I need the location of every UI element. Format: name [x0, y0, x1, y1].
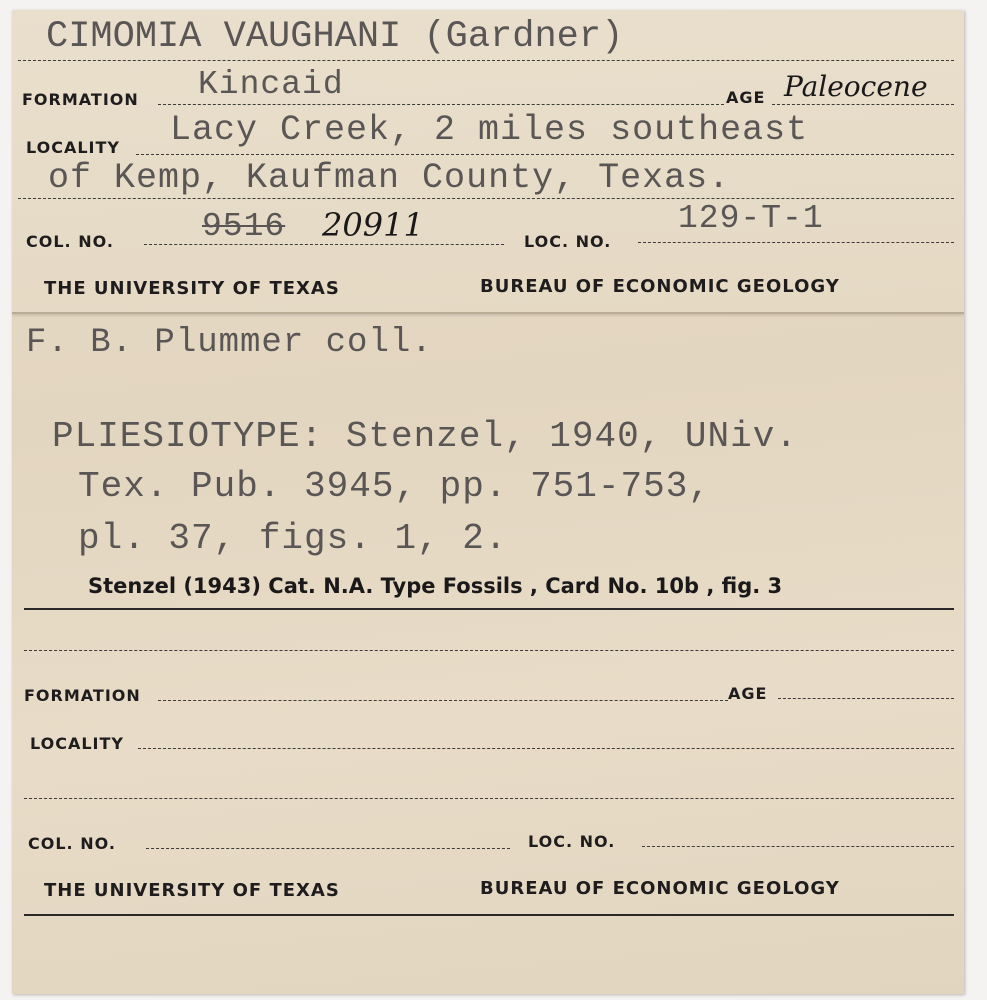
type-reference-line-2: Tex. Pub. 3945, pp. 751-753,	[78, 466, 711, 507]
card-top-flap	[12, 10, 964, 314]
loc-no-label: LOC. NO.	[524, 232, 612, 251]
bottom-age-label: AGE	[728, 684, 768, 703]
species-underline	[18, 60, 954, 61]
col-no-new: 20911	[322, 206, 424, 244]
bottom-col-no-label: COL. NO.	[28, 834, 116, 853]
bottom-locality-label: LOCALITY	[30, 734, 124, 753]
col-no-line	[144, 244, 504, 245]
specimen-card	[12, 10, 964, 994]
bottom-footer-rule	[24, 914, 954, 916]
species-name: CIMOMIA VAUGHANI (Gardner)	[46, 16, 624, 58]
loc-no-line	[638, 242, 954, 243]
age-label: AGE	[726, 88, 766, 107]
age-line	[772, 104, 954, 105]
bottom-locality-line	[138, 748, 954, 749]
locality-line-2: of Kemp, Kaufman County, Texas.	[48, 158, 731, 198]
bottom-footer-left: THE UNIVERSITY OF TEXAS	[44, 880, 340, 901]
col-no-old: 9516	[202, 208, 286, 245]
bottom-age-line	[778, 698, 954, 699]
locality-line-2-rule	[18, 198, 954, 199]
bottom-formation-label: FORMATION	[24, 686, 141, 705]
bottom-blank-line	[24, 650, 954, 651]
handwritten-catalog-note: Stenzel (1943) Cat. N.A. Type Fossils , Card No. 10b , fig. 3	[88, 574, 783, 598]
formation-value: Kincaid	[198, 66, 344, 103]
formation-line	[158, 104, 724, 105]
type-reference-line-1: PLIESIOTYPE: Stenzel, 1940, UNiv.	[52, 416, 798, 457]
bottom-loc-no-label: LOC. NO.	[528, 832, 616, 851]
bottom-locality-line-2	[24, 798, 954, 799]
collection-note: F. B. Plummer coll.	[26, 324, 433, 362]
locality-line-1-rule	[136, 154, 954, 155]
age-value: Paleocene	[784, 70, 928, 103]
locality-line-1: Lacy Creek, 2 miles southeast	[170, 110, 809, 150]
bottom-formation-line	[158, 700, 728, 701]
body-divider	[24, 608, 954, 610]
formation-label: FORMATION	[22, 90, 139, 109]
bottom-footer-right: BUREAU OF ECONOMIC GEOLOGY	[480, 878, 840, 899]
bottom-loc-no-line	[642, 846, 954, 847]
bottom-col-no-line	[146, 848, 510, 849]
footer-right: BUREAU OF ECONOMIC GEOLOGY	[480, 276, 840, 297]
locality-label: LOCALITY	[26, 138, 120, 157]
loc-no-value: 129-T-1	[678, 200, 824, 237]
footer-left: THE UNIVERSITY OF TEXAS	[44, 278, 340, 299]
type-reference-line-3: pl. 37, figs. 1, 2.	[78, 518, 508, 559]
col-no-label: COL. NO.	[26, 232, 114, 251]
